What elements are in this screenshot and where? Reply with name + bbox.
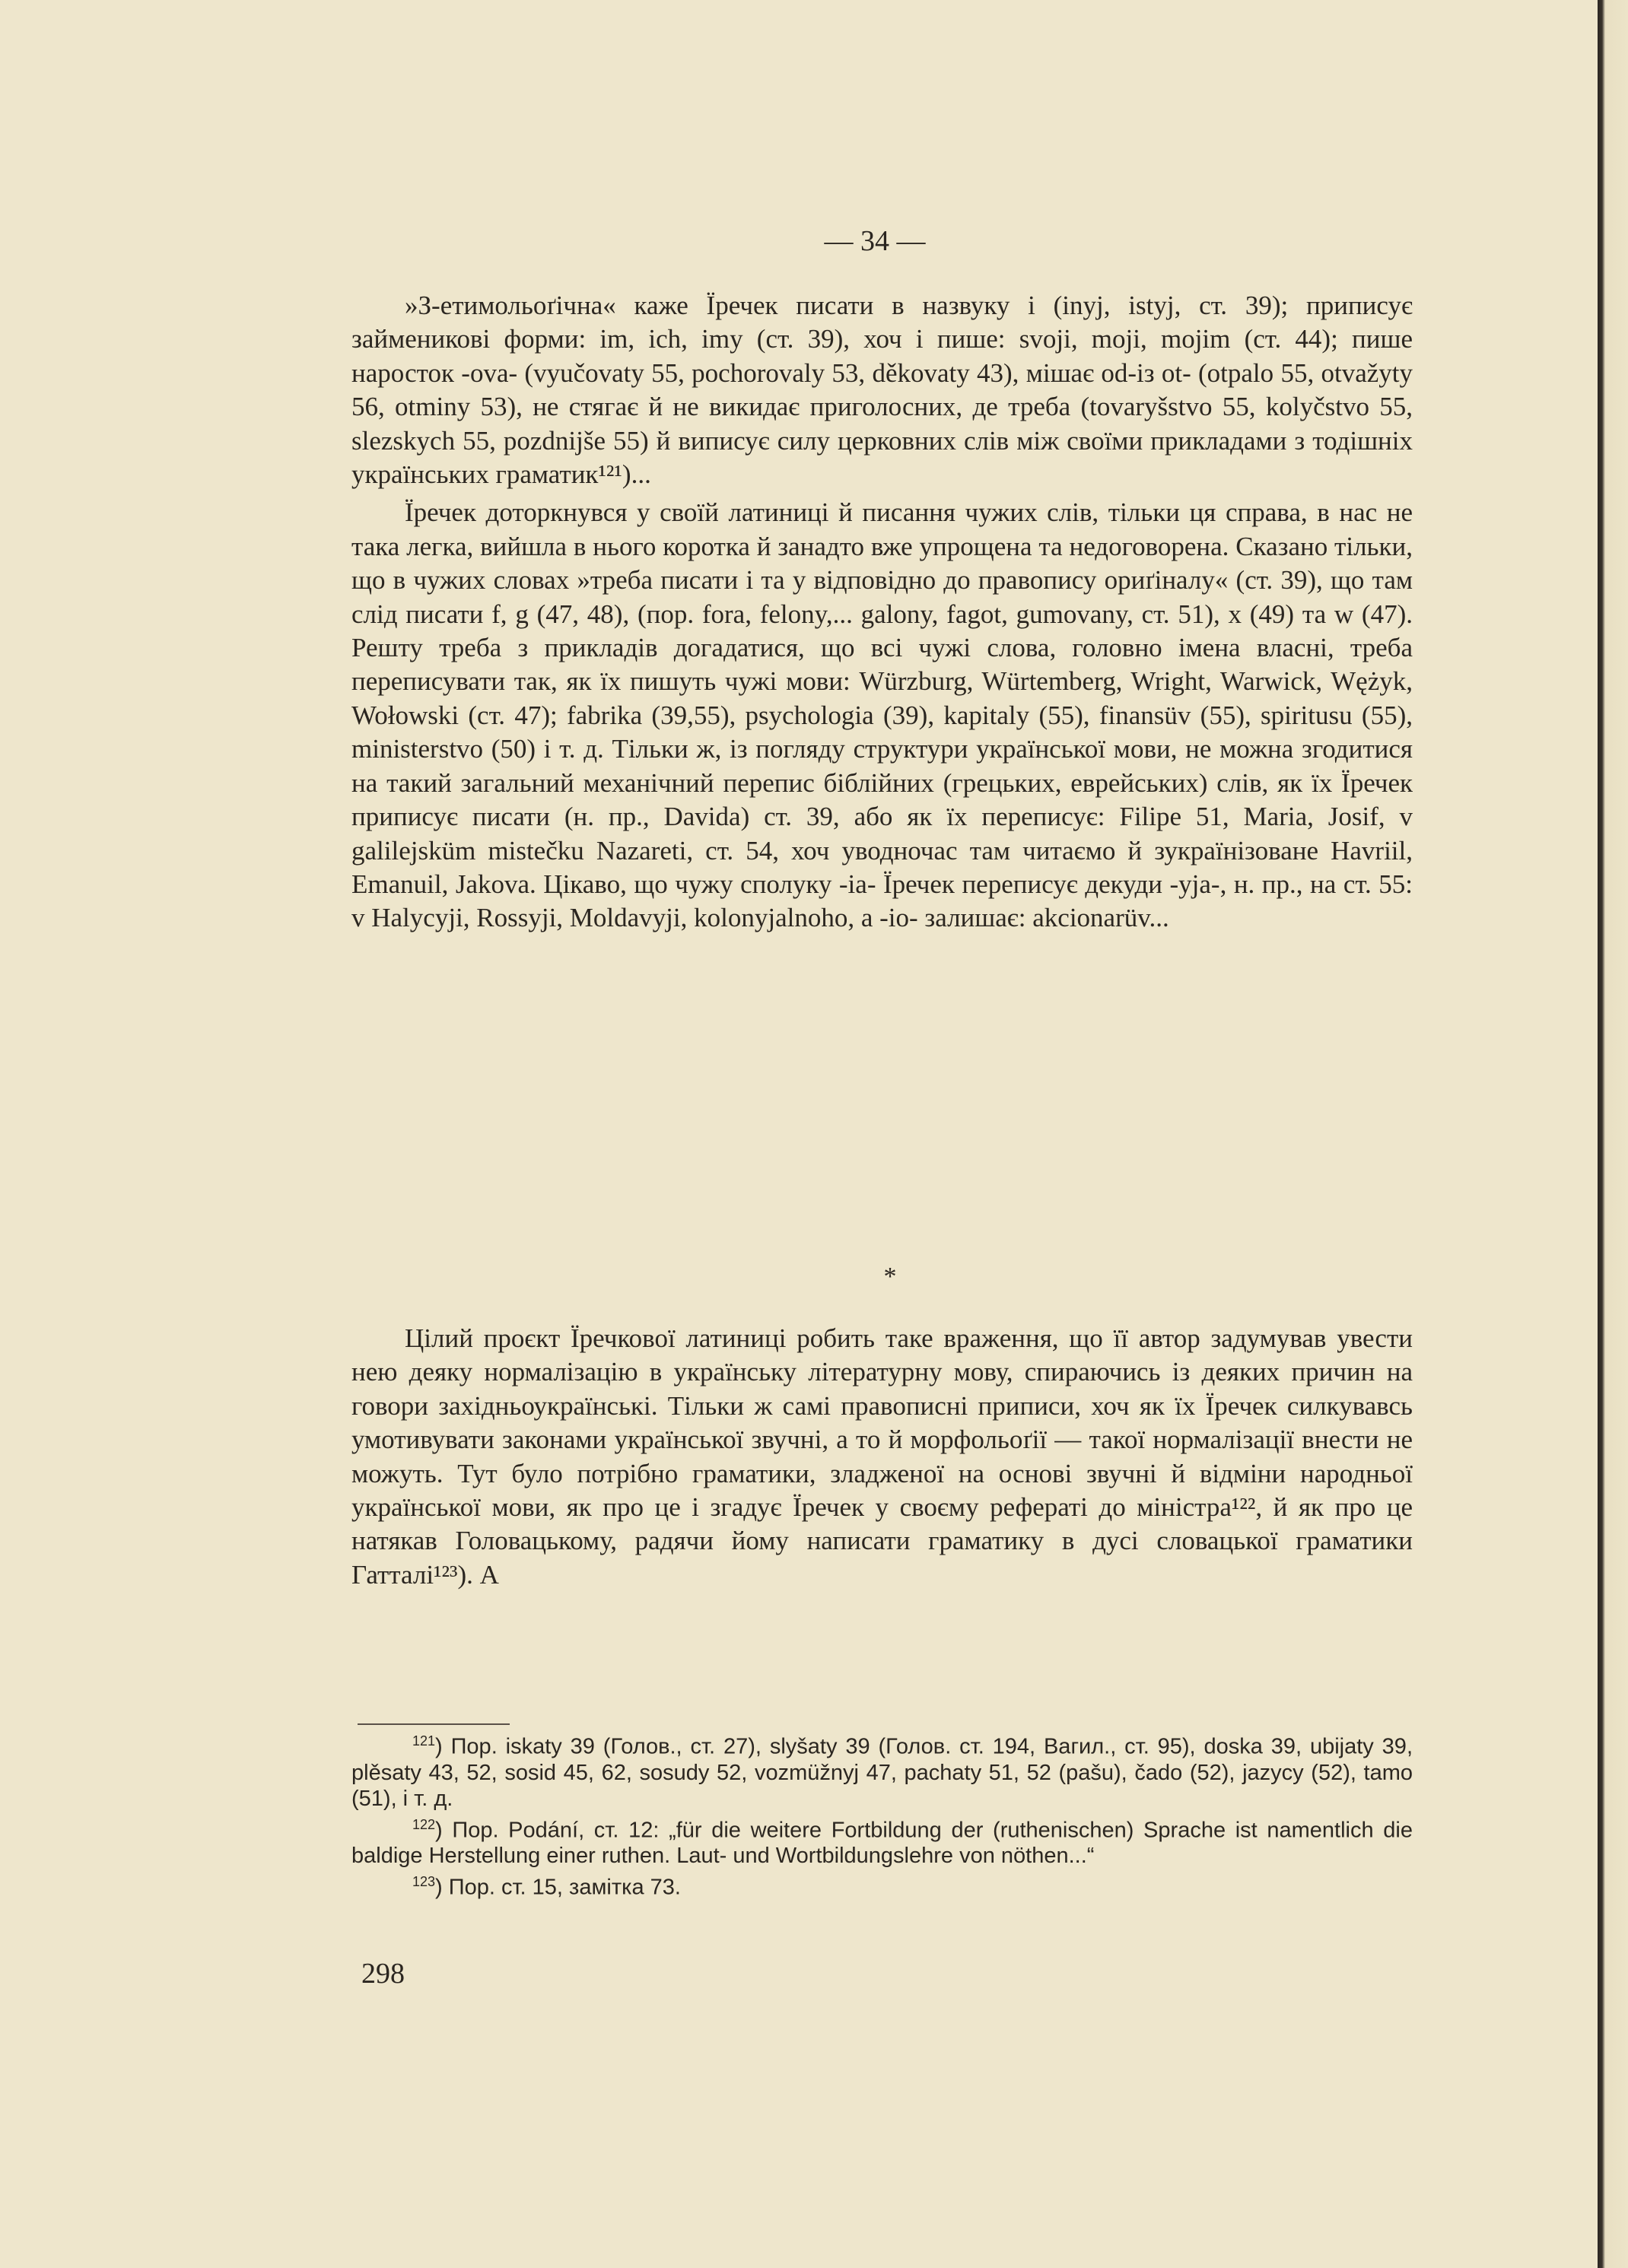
footnote-rule [358,1723,510,1725]
footnote [351,1728,1413,1812]
footnote-mark: 121 [412,1733,436,1749]
running-header: — 34 — [824,225,926,257]
footnote-text: ) Пор. iskaty 39 (Голов., ст. 27), slyšaty 39 (Голов. ст. 194, Вагил., ст. 95), doska 39, ubijaty 39, plěsaty 43, 52, sosid 45, 62, sosudy 52, vozmüžnyj 47, pachaty 51, 52 (pašu), čado (52), jazycy (52), tamo (51), і т. д. [351,1734,1413,1811]
paragraph: »З-етимольоґічна« каже Їречек писати в назвуку і (inyj, istyj, ст. 39); приписує займеникові форми: im, ich, imy (ст. 39), хоч і пише: svoji, moji, mojim (ст. 44); пише наросток -ova- (vyučovaty 55, pochorovaly 53, děkovaty 43), мішає od-із ot- (otpalo 55, otvažyty 56, otminy 53), не стягає й не викидає приголосних, де треба (tovaryšstvo 55, kolyčstvo 55, slezskych 55, pozdnijše 55) й виписує силу церковних слів між своїми прикладами з тодішніх українських граматик¹²¹)... [351,291,1413,490]
footnote-mark: 123 [412,1874,436,1890]
page-number: 298 [361,1958,405,1990]
footnote [351,1812,1413,1869]
paragraph: Їречек доторкнувся у своїй латиниці й писання чужих слів, тільки ця справа, в нас не така легка, вийшла в нього коротка й занадто вже упрощена та недоговорена. Сказано тільки, що в чужих словах »треба писати і та у відповідно до правопису ориґіналу« (ст. 39), що там слід писати f, g (47, 48), (пор. fora, felony,... galony, fagot, gumovany, ст. 51), x (49) та w (47). Решту треба з прикладів догадатися, що всі чужі слова, головно імена власні, треба переписувати так, як їх пишуть чужі мови: Würzburg, Würtemberg, Wright, Warwick, Wężyk, Wołowski (ст. 47); fabrika (39,55), psychologia (39), kapitaly (55), finansüv (55), spiritusu (55), ministerstvo (50) і т. д. Тільки ж, із погляду структури української мови, не можна згодитися на такий загальний механічний перепис біблійних (грецьких, еврейських) слів, як їх Їречек приписує писати (н. пр., Davida) ст. 39, або як їх переписує: Filipe 51, Maria, Josif, v galilejsküm mistečku Nazareti, ст. 54, хоч уводночас там читаємо й зукраїнізоване Havriil, Emanuil, Jakova. Цікаво, що чужу сполуку -ia- Їречек переписує декуди -yja-, н. пр., на ст. 55: v Halycyji, Rossyji, Moldavyji, kolonyjalnoho, а -io- залишає: akcionarüv... [351,497,1413,933]
footnotes [351,1728,1413,1901]
main-text-continued [351,1322,1413,1592]
main-text [351,289,1413,935]
footnote [351,1869,1413,1901]
book-gutter [1598,0,1628,2268]
footnote-text: ) Пор. Podání, ст. 12: „für die weitere Fortbildung der (ruthenischen) Sprache ist namentlich die baldige Herstellung einer ruthen. Laut- und Wortbildungslehre von nöthen...“ [351,1818,1413,1869]
paragraph: Цілий проєкт Їречкової латиниці робить таке враження, що її автор задумував увести нею деяку нормалізацію в українську літературну мову, спираючись із деяких причин на говори західньоукраїнські. Тільки ж самі правописні приписи, хоч як їх Їречек силкувавсь умотивувати законами української звучні, а то й морфольоґії — такої нормалізації внести не можуть. Тут було потрібно граматики, зладженої на основі звучні й відміни народньої української мови, як про це і згадує Їречек у своєму рефераті до міністра¹²², й як про це натякав Головацькому, радячи йому написати граматику в дусі словацької граматики Гатталі¹²³). А [351,1323,1413,1590]
section-separator: * [883,1263,897,1291]
footnote-mark: 122 [412,1816,436,1832]
footnote-text: ) Пор. ст. 15, замітка 73. [435,1875,681,1900]
